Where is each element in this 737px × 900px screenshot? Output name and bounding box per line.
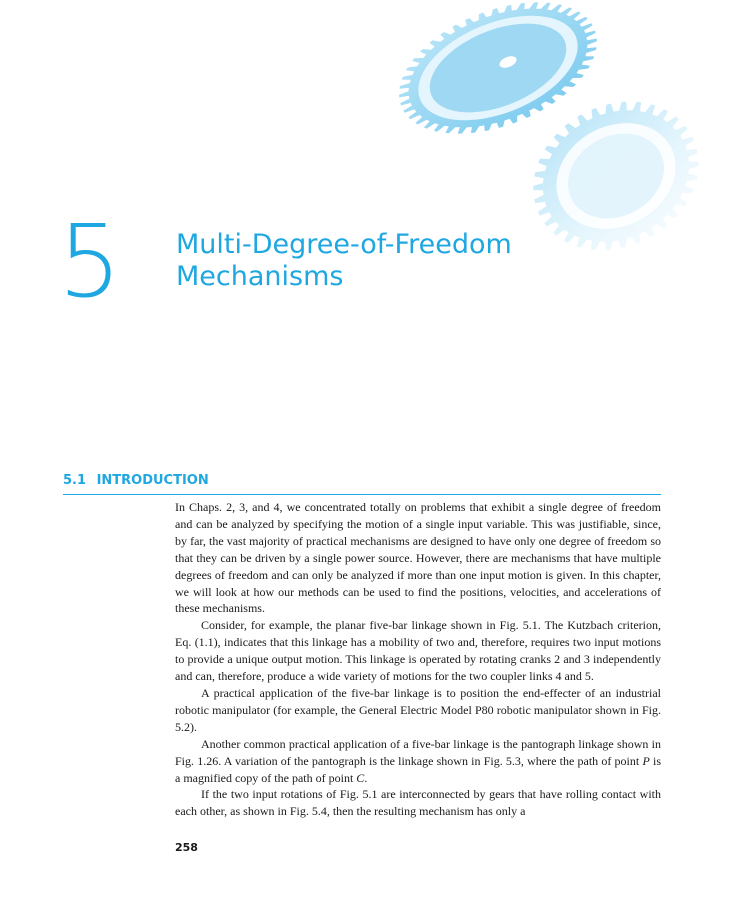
section-number: 5.1 <box>63 473 87 488</box>
section-heading <box>63 472 661 495</box>
small-gear <box>533 102 698 251</box>
paragraph: Consider, for example, the planar five-bar linkage shown in Fig. 5.1. The Kutzbach criterion, Eq. (1.1), indicates that this linkage has a mobility of two and, therefore, requires two input motions to provide a unique output motion. This linkage is operated by rotating cranks 2 and 3 independently and can, therefore, produce a wide variety of motions for the two coupler links 4 and 5. <box>175 618 661 684</box>
body-text <box>175 499 661 820</box>
chapter-title-line1: Multi-Degree-of-Freedom <box>176 229 512 260</box>
paragraph: A practical application of the five-bar linkage is to position the end-effecter of an industrial robotic manipulator (for example, the General Electric Model P80 robotic manipulator shown in Fig. 5.2). <box>175 685 661 734</box>
page-number: 258 <box>175 841 198 854</box>
chapter-title-line2: Mechanisms <box>176 261 344 292</box>
section-title: INTRODUCTION <box>96 473 209 488</box>
large-gear <box>399 0 597 141</box>
paragraph: Another common practical application of a five-bar linkage is the pantograph linkage shown in Fig. 1.26. A variation of the pantograph is the linkage shown in Fig. 5.3, where the path of point P is a magnified copy of the path of point C. <box>175 736 661 785</box>
chapter-number: 5 <box>58 203 120 320</box>
paragraph: In Chaps. 2, 3, and 4, we concentrated totally on problems that exhibit a single degree of freedom and can be analyzed by specifying the motion of a single input variable. This was justifiable, since, by far, the vast majority of practical mechanisms are designed to have only one degree of freedom so that they can be driven by a single power source. However, there are mechanisms that have multiple degrees of freedom and can only be analyzed if more than one input motion is given. In this chapter, we will look at how our methods can be used to find the positions, velocities, and accelerations of these mechanisms. <box>175 500 661 616</box>
paragraph: If the two input rotations of Fig. 5.1 are interconnected by gears that have rolling contact with each other, as shown in Fig. 5.4, then the resulting mechanism has only a <box>175 787 661 819</box>
chapter-title <box>176 229 512 293</box>
